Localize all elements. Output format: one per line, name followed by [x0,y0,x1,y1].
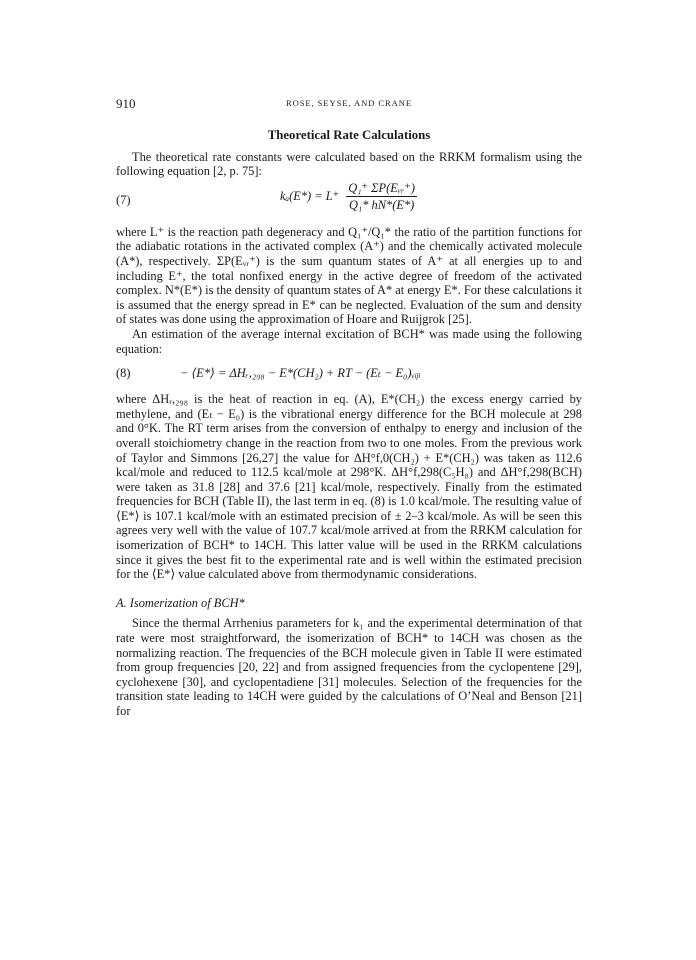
page-number: 910 [116,96,136,111]
page-header [116,96,582,114]
paragraph-estimation: An estimation of the average internal excitation of BCH* was made using the following equation: [116,326,582,356]
equation-7 [116,181,582,221]
equation-8-number: (8) [116,366,131,381]
equation-7-body [280,181,417,213]
equation-7-fraction [346,181,417,213]
running-title: ROSE, SEYSE, AND CRANE [285,98,413,108]
section-heading: Theoretical Rate Calculations [267,128,431,142]
paragraph-isomerization: Since the thermal Arrhenius parameters for k₁ and the experimental determination of that rate were most straightforward, the isomerization of BCH* to 14CH was chosen as the normalizing reaction. The frequencies of the BCH molecule given in Table II were estimated from group frequencies [20, 22] and from assigned frequencies from the cyclopentene [29], cyclohexene [30], and cyclopentadiene [31] molecules. Selection of the frequencies for the transition state leading to 14CH were guided by the calculations of O’Neal and Benson [21] for [116,616,582,718]
equation-7-numerator: Q₁⁺ ΣP(Eᵥᵣ⁺) [346,181,417,198]
subsection-heading: A. Isomerization of BCH* [116,595,245,610]
equation-8-body: − ⟨E*⟩ = ΔHᵣ,₂₉₈ − E*(CH₂) + RT − (Eₜ − E₀)ᵥᵢᵦ [180,366,421,381]
paragraph-intro: The theoretical rate constants were calculated based on the RRKM formalism using the following equation [2, p. 75]: [116,149,582,179]
equation-7-lhs: kₐ(E*) = L⁺ [280,188,340,203]
paragraph-definitions: where L⁺ is the reaction path degeneracy and Q₁⁺/Q₁* the ratio of the partition functions for the adiabatic rotations in the activated complex (A⁺) and the chemically activated molecule (A*), respectively. ΣP(Eᵥᵣ⁺) is the sum quantum states of A⁺ at all energies up to and including E⁺, the total nonfixed energy in the active degree of freedom of the activated complex. N*(E*) is the density of quantum states of A* at energy E*. For these calculations it is assumed that the energy spread in E* can be neglected. Evaluation of the sum and density of states was done using the approximation of Hoare and Ruijgrok [25]. [116,224,582,327]
equation-7-number: (7) [116,192,131,207]
body-text [116,128,582,719]
equation-7-denominator: Q₁* hN*(E*) [348,198,415,213]
equation-8 [116,364,582,386]
paragraph-thermo: where ΔHᵣ,₂₉₈ is the heat of reaction in eq. (A), E*(CH₂) the excess energy carried by methylene, and (Eₜ − E₀) is the vibrational energy difference for the BCH molecule at 298 and 0°K. The RT term arises from the conversion of enthalpy to energy and inclusion of the overall stoichiometry change in the reaction from two to one moles. From the previous work of Taylor and Simmons [26,27] the value for ΔH°f,0(CH₂) + E*(CH₂) was taken as 112.6 kcal/mole and reduced to 112.5 kcal/mole at 298°K. ΔH°f,298(C₅H₈) and ΔH°f,298(BCH) were taken as 31.8 [28] and 37.6 [21] kcal/mole, respectively. Finally from the estimated frequencies for BCH (Table II), the last term in eq. (8) is 1.0 kcal/mole. The resulting value of ⟨E*⟩ is 107.1 kcal/mole with an estimated precision of ± 2–3 kcal/mole. As will be seen this agrees very well with the value of 107.7 kcal/mole arrived at from the RRKM calculation for isomerization of BCH* to 14CH. This latter value will be used in the RRKM calculations since it gives the best fit to the experimental rate and is well within the estimated precision for the ⟨E*⟩ value calculated above from thermodynamic considerations. [116,392,582,582]
